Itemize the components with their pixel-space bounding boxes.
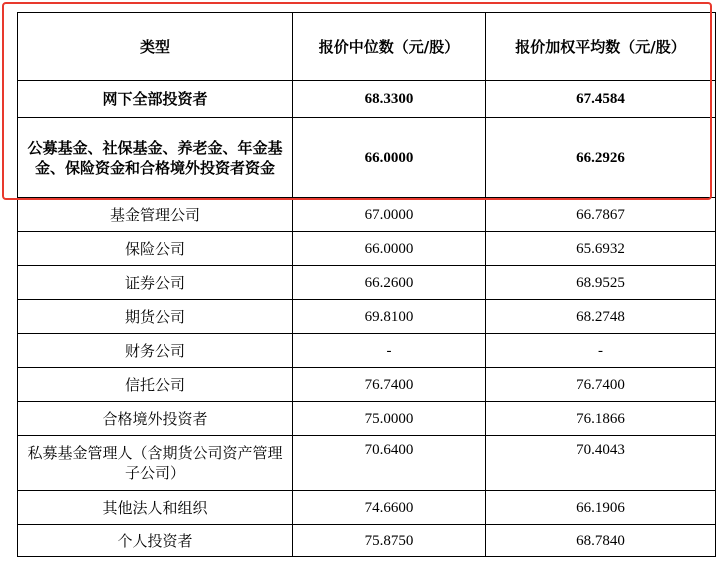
weighted-average-cell: 68.2748 bbox=[486, 300, 716, 334]
weighted-average-cell: 66.7867 bbox=[486, 198, 716, 232]
header-weighted-average: 报价加权平均数（元/股） bbox=[486, 13, 716, 81]
table-row bbox=[18, 491, 716, 525]
weighted-average-cell: 66.2926 bbox=[486, 118, 716, 198]
type-cell: 信托公司 bbox=[18, 368, 293, 402]
median-cell: 76.7400 bbox=[293, 368, 486, 402]
table-row bbox=[18, 81, 716, 118]
weighted-average-cell: 76.1866 bbox=[486, 402, 716, 436]
weighted-average-cell: - bbox=[486, 334, 716, 368]
weighted-average-cell: 68.7840 bbox=[486, 525, 716, 557]
table-row bbox=[18, 266, 716, 300]
table-row bbox=[18, 436, 716, 491]
header-type: 类型 bbox=[18, 13, 293, 81]
table-row bbox=[18, 368, 716, 402]
table-row bbox=[18, 232, 716, 266]
median-cell: 68.3300 bbox=[293, 81, 486, 118]
type-cell: 合格境外投资者 bbox=[18, 402, 293, 436]
type-cell: 其他法人和组织 bbox=[18, 491, 293, 525]
median-cell: 75.0000 bbox=[293, 402, 486, 436]
type-cell: 证券公司 bbox=[18, 266, 293, 300]
table-row bbox=[18, 334, 716, 368]
median-cell: 67.0000 bbox=[293, 198, 486, 232]
weighted-average-cell: 66.1906 bbox=[486, 491, 716, 525]
median-cell: 74.6600 bbox=[293, 491, 486, 525]
weighted-average-cell: 65.6932 bbox=[486, 232, 716, 266]
type-cell: 个人投资者 bbox=[18, 525, 293, 557]
type-cell: 保险公司 bbox=[18, 232, 293, 266]
type-cell: 财务公司 bbox=[18, 334, 293, 368]
table-row bbox=[18, 525, 716, 557]
median-cell: 66.0000 bbox=[293, 232, 486, 266]
median-cell: 66.0000 bbox=[293, 118, 486, 198]
weighted-average-cell: 76.7400 bbox=[486, 368, 716, 402]
type-cell: 基金管理公司 bbox=[18, 198, 293, 232]
median-cell: 75.8750 bbox=[293, 525, 486, 557]
type-cell: 公募基金、社保基金、养老金、年金基金、保险资金和合格境外投资者资金 bbox=[18, 118, 293, 198]
table-row bbox=[18, 300, 716, 334]
table-header-row bbox=[18, 13, 716, 81]
type-cell: 私募基金管理人（含期货公司资产管理子公司） bbox=[18, 436, 293, 491]
table-row bbox=[18, 198, 716, 232]
median-cell: 66.2600 bbox=[293, 266, 486, 300]
median-cell: 69.8100 bbox=[293, 300, 486, 334]
weighted-average-cell: 70.4043 bbox=[486, 436, 716, 491]
weighted-average-cell: 67.4584 bbox=[486, 81, 716, 118]
type-cell: 网下全部投资者 bbox=[18, 81, 293, 118]
type-cell: 期货公司 bbox=[18, 300, 293, 334]
table-row bbox=[18, 118, 716, 198]
offline-quote-table bbox=[17, 12, 716, 557]
table-row bbox=[18, 402, 716, 436]
weighted-average-cell: 68.9525 bbox=[486, 266, 716, 300]
header-median: 报价中位数（元/股） bbox=[293, 13, 486, 81]
median-cell: 70.6400 bbox=[293, 436, 486, 491]
median-cell: - bbox=[293, 334, 486, 368]
